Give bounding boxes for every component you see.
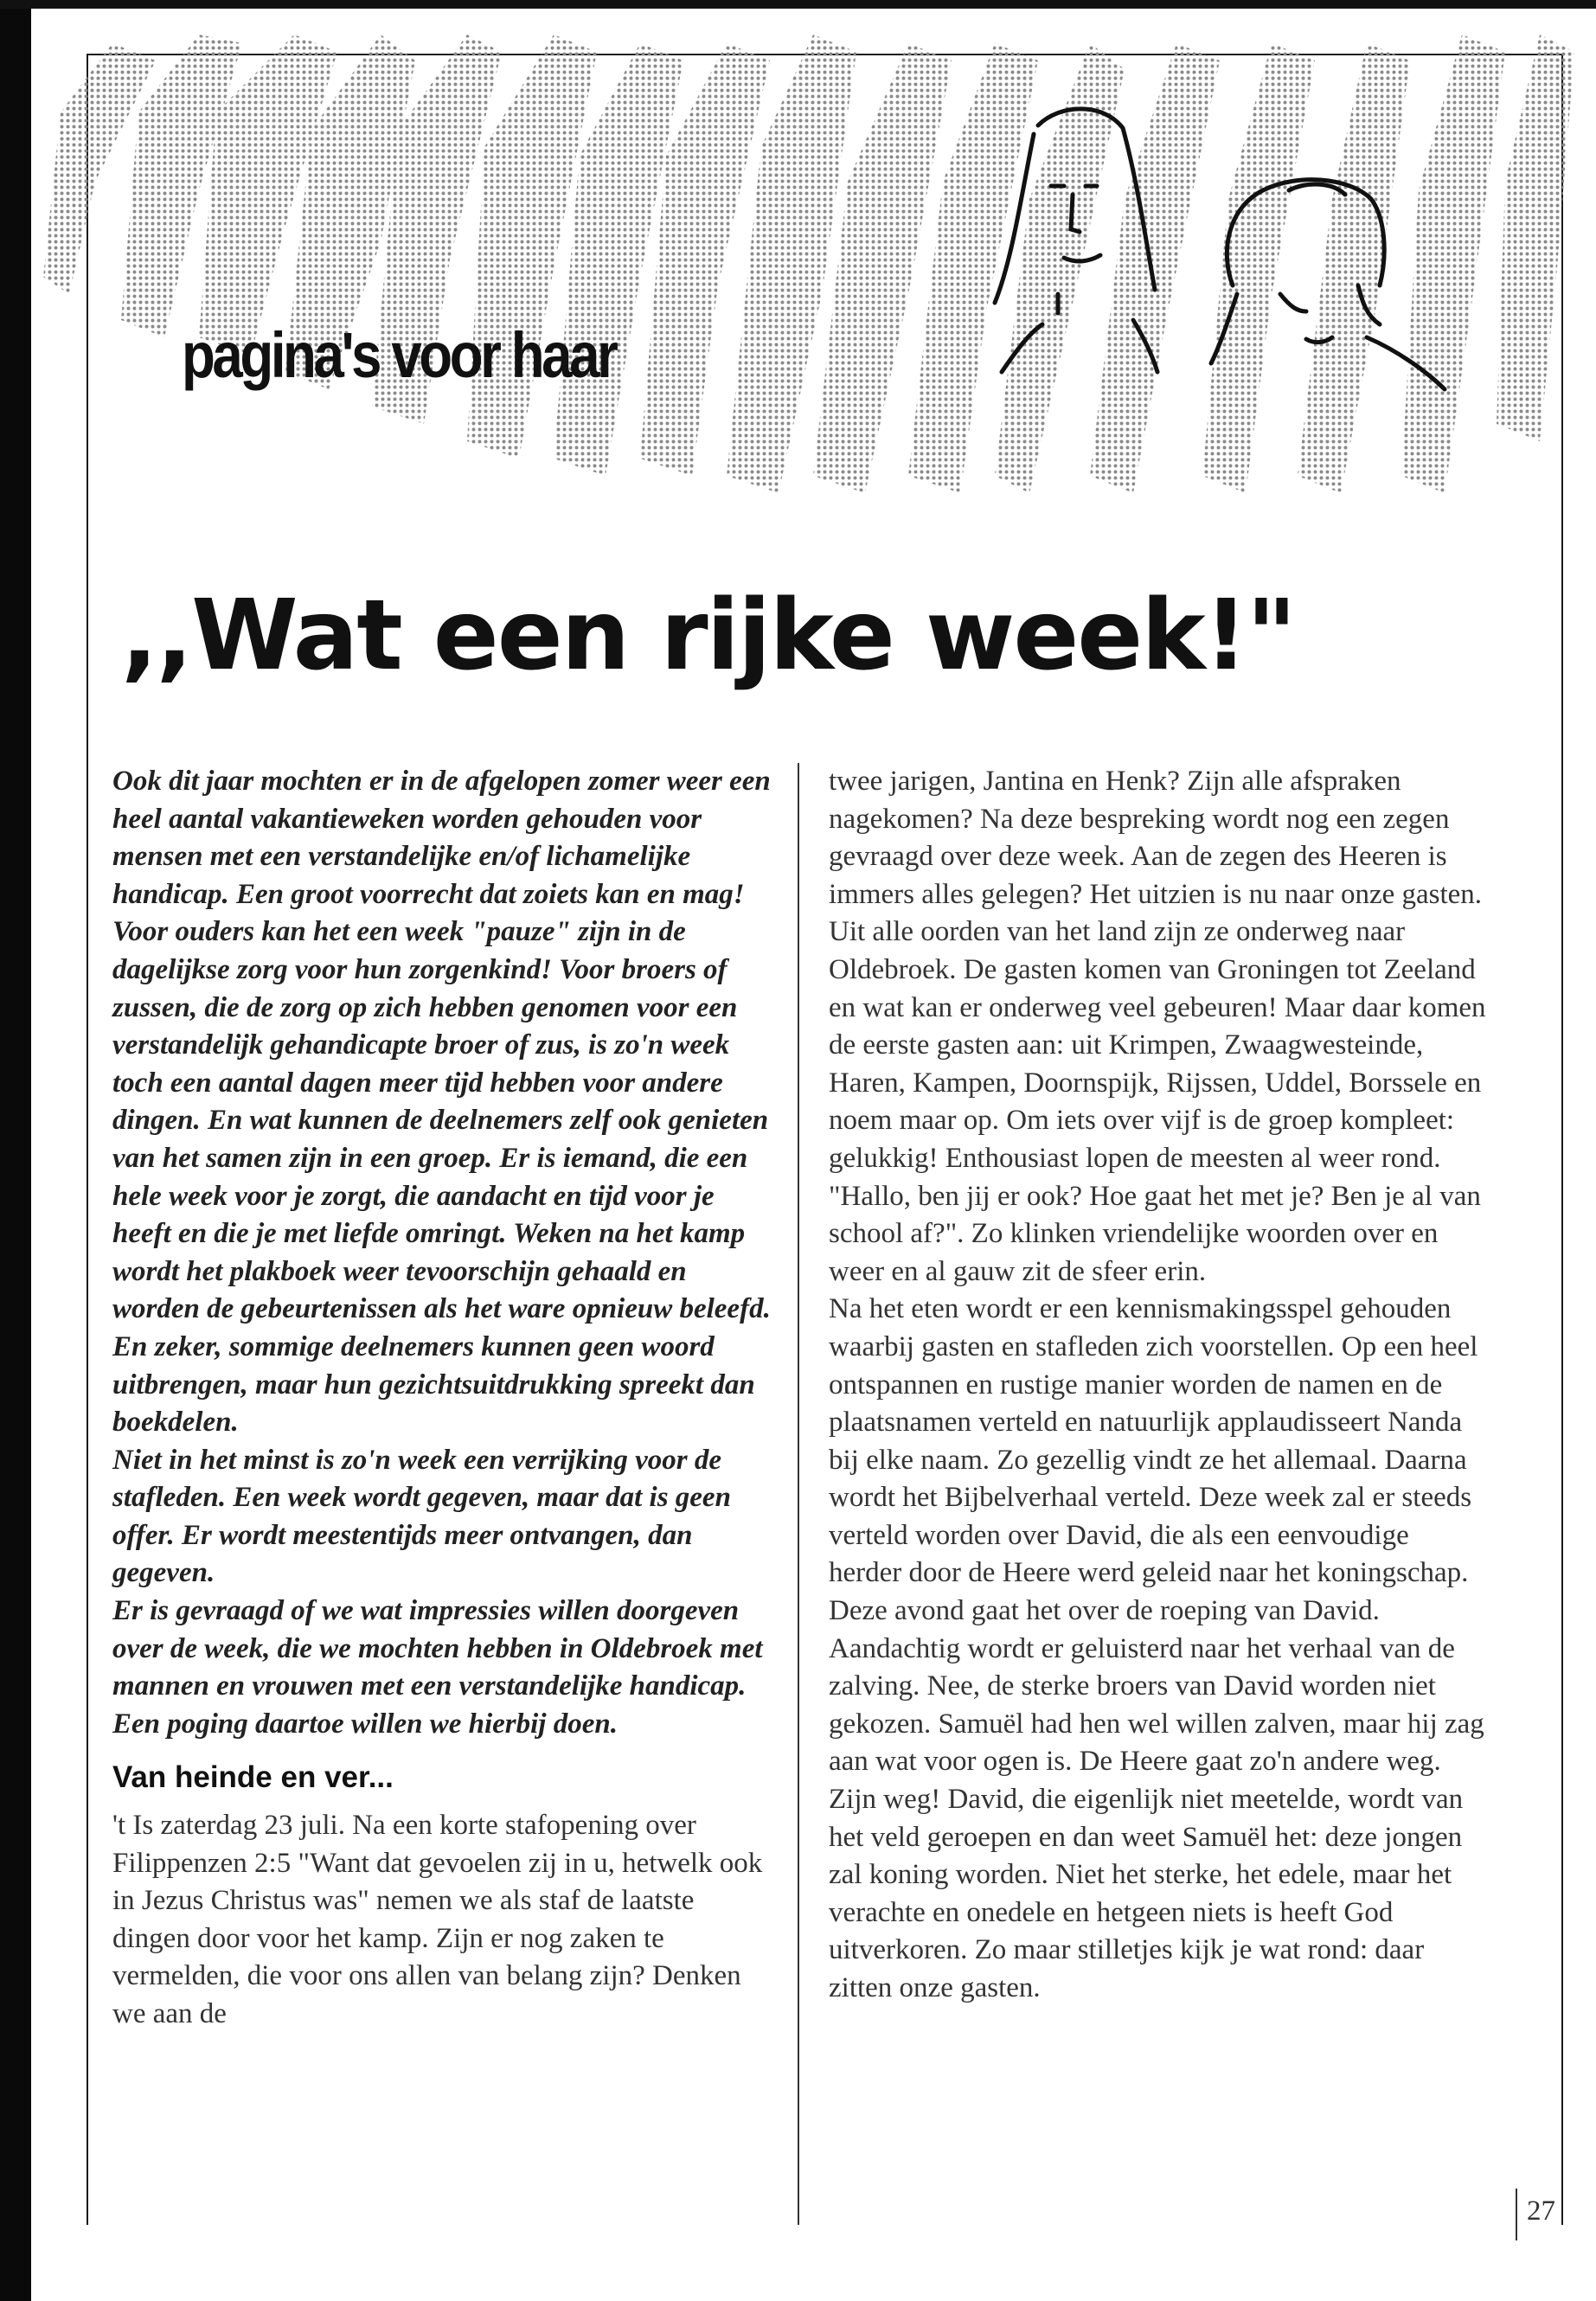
intro-paragraph: Er is gevraagd of we wat impressies willen doorgeven over de week, die we mochten hebben in Oldebroek met mannen en vrouwen met een verstandelijke handicap. Een poging daartoe willen we hierbij doen. xyxy=(112,1595,763,1740)
article-title: ,,Wat een rijke week!" xyxy=(121,580,1296,692)
column-left xyxy=(112,763,779,2034)
body-paragraph: twee jarigen, Jantina en Henk? Zijn alle afspraken nagekomen? Na deze bespreking wordt nog een zegen gevraagd over deze week. Aan de zegen des Heeren is immers alles gelegen? Het uitzien is nu naar onze gasten. Uit alle oorden van het land zijn ze onderweg naar Oldebroek. De gasten komen van Groningen tot Zeeland en wat kan er onderweg veel gebeuren! Maar daar komen de eerste gasten aan: uit Krimpen, Zwaagwesteinde, Haren, Kampen, Doornspijk, Rijssen, Uddel, Borssele en noem maar op. Om iets over vijf is de groep kompleet: gelukkig! Enthousiast lopen de meesten al weer rond. "Hallo, ben jij er ook? Hoe gaat het met je? Ben je al van school af?". Zo klinken vriendelijke woorden over en weer en al gauw zit de sfeer erin. xyxy=(829,766,1486,1287)
scan-top-edge xyxy=(0,0,1596,9)
intro-paragraph: Ook dit jaar mochten er in de afgelopen zomer weer een heel aantal vakantieweken worden gehouden voor mensen met een verstandelijke en/of lichamelijke handicap. Een groot voorrecht dat zoiets kan en mag! Voor ouders kan het een week "pauze" zijn in de dagelijkse zorg voor hun zorgenkind! Voor broers of zussen, die de zorg op zich hebben genomen voor een verstandelijk gehandicapte broer of zus, is zo'n week toch een aantal dagen meer tijd hebben voor andere dingen. En wat kunnen de deelnemers zelf ook genieten van het samen zijn in een groep. Er is iemand, die een hele week voor je zorgt, die aandacht en tijd voor je heeft en die je met liefde omringt. Weken na het kamp wordt het plakboek weer tevoorschijn gehaald en worden de gebeurtenissen als het ware opnieuw beleefd. En zeker, sommige deelnemers kunnen geen woord uitbrengen, maar hun gezichtsuitdrukking spreekt dan boekdelen. xyxy=(112,766,771,1439)
scan-edge-shadow xyxy=(0,0,31,2301)
column-right xyxy=(829,763,1488,2008)
body-paragraph: Na het eten wordt er een kennismakingsspel gehouden waarbij gasten en stafleden zich voorstellen. Op een heel ontspannen en rustige manier worden de namen en de plaatsnamen verteld en natuurlijk applaudisseert Nanda bij elke naam. Zo gezellig vindt ze het allemaal. Daarna wordt het Bijbelverhaal verteld. Deze week zal er steeds verteld worden over David, die als een eenvoudige herder door de Heere werd geleid naar het koningschap. Deze avond gaat het over de roeping van David. Aandachtig wordt er geluisterd naar het verhaal van de zalving. Nee, de sterke broers van David worden niet gekozen. Samuël had hen wel willen zalven, maar hij zag aan wat voor ogen is. De Heere gaat zo'n andere weg. Zijn weg! David, die eigenlijk niet meetelde, wordt van het veld geroepen en dan weet Samuël het: deze jongen zal koning worden. Niet het sterke, het edele, maar het verachte en onedele en hetgeen niets is heeft God uitverkoren. Zo maar stilletjes kijk je wat rond: daar zitten onze gasten. xyxy=(829,1293,1484,2003)
intro-paragraph: Niet in het minst is zo'n week een verrijking voor de stafleden. Een week wordt gegeven, maar dat is geen offer. Er wordt meestentijds meer ontvangen, dan gegeven. xyxy=(112,1444,731,1589)
section-label: pagina's voor haar xyxy=(182,319,616,391)
page-number-rule xyxy=(1516,2189,1517,2240)
page-number: 27 xyxy=(1527,2195,1555,2227)
body-paragraph: 't Is zaterdag 23 juli. Na een korte stafopening over Filippenzen 2:5 "Want dat gevoelen zij in u, hetwelk ook in Jezus Christus was" nemen we als staf de laatste dingen door voor het kamp. Zijn er nog zaken te vermelden, die voor ons allen van belang zijn? Denken we aan de xyxy=(112,1810,763,2029)
halftone-brush-strokes xyxy=(43,35,1574,493)
column-divider xyxy=(798,763,799,2225)
header-illustration xyxy=(35,9,1574,528)
subheading: Van heinde en ver... xyxy=(112,1760,394,1795)
